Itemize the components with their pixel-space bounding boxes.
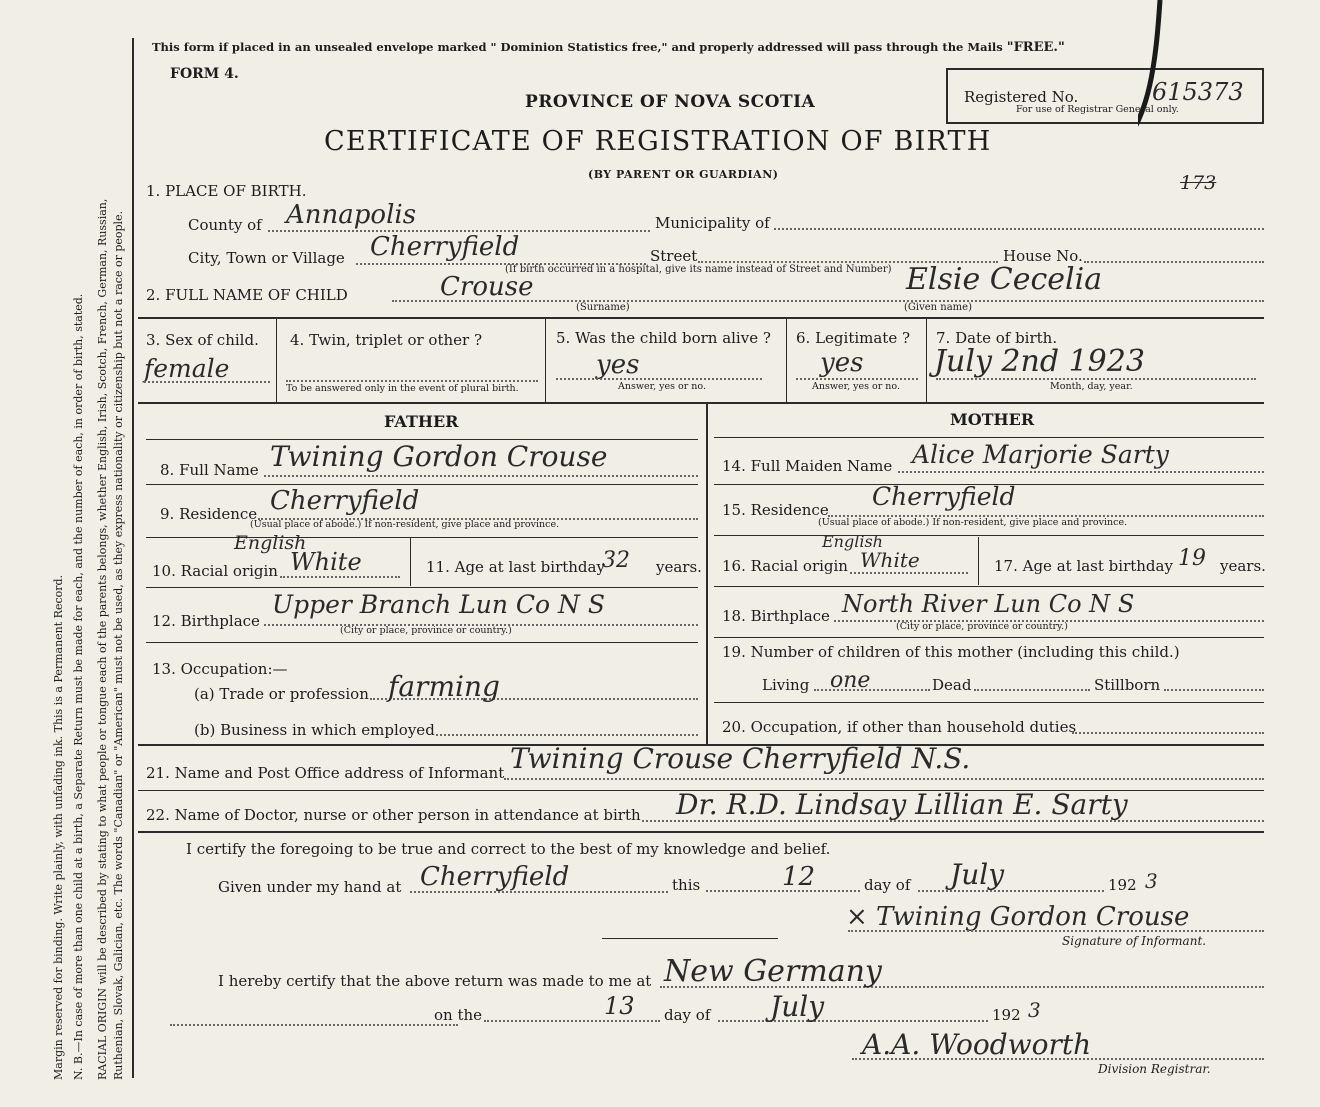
informant-value: Twining Crouse Cherryfield N.S. — [510, 742, 971, 775]
mother-name-line — [898, 471, 1264, 473]
father-birthplace-rule — [146, 642, 698, 643]
legitimate-label: 6. Legitimate ? — [796, 329, 911, 347]
mother-occupation-line — [1072, 732, 1264, 734]
row-3-7-divider-2 — [545, 319, 546, 403]
father-residence-note: (Usual place of abode.) If non-resident, give place and province. — [250, 519, 560, 530]
father-age-unit: years. — [656, 558, 702, 576]
father-birthplace-note: (City or place, province or country.) — [340, 625, 512, 636]
twin-label: 4. Twin, triplet or other ? — [290, 331, 482, 349]
dob-label: 7. Date of birth. — [936, 329, 1058, 347]
registrar-caption: Division Registrar. — [1098, 1062, 1211, 1076]
father-racial-above: English — [234, 532, 307, 554]
father-heading: FATHER — [384, 412, 459, 431]
row-3-7-divider-3 — [786, 319, 787, 403]
stillborn-line — [1164, 689, 1264, 691]
registered-number-box — [946, 68, 1264, 124]
legitimate-caption: Answer, yes or no. — [812, 381, 901, 392]
corner-mark: 173 — [1180, 172, 1217, 194]
mother-heading: MOTHER — [950, 410, 1035, 429]
father-business-line — [436, 734, 698, 736]
registrar-on-the-label: on the — [434, 1006, 483, 1024]
registrar-signature: A.A. Woodworth — [862, 1028, 1092, 1061]
given-under-label: Given under my hand at — [218, 878, 402, 896]
row-3-7-top-border — [138, 317, 1264, 319]
county-value: Annapolis — [286, 200, 417, 230]
mother-heading-rule — [714, 437, 1264, 438]
city-value: Cherryfield — [370, 232, 520, 262]
father-name-label: 8. Full Name — [160, 461, 259, 479]
center-divider-rule — [602, 938, 778, 939]
father-racial-value: White — [290, 548, 362, 576]
house-label: House No. — [1003, 247, 1083, 265]
house-line — [1084, 261, 1264, 263]
given-month-line — [918, 890, 1104, 892]
municipality-line — [774, 228, 1264, 230]
father-residence-value: Cherryfield — [270, 486, 420, 516]
row-3-7-divider-4 — [926, 319, 927, 403]
father-racial-divider — [410, 538, 411, 586]
sex-value: female — [144, 354, 230, 383]
registrar-year-value: 3 — [1028, 998, 1041, 1022]
registrar-day-line — [484, 1020, 660, 1022]
dob-caption: Month, day, year. — [1050, 381, 1133, 392]
father-name-line — [264, 475, 698, 477]
dead-line — [974, 689, 1090, 691]
informant-signature-caption: Signature of Informant. — [1062, 934, 1207, 948]
dead-label: Dead — [932, 676, 972, 694]
given-place-value: Cherryfield — [420, 862, 570, 892]
registrar-year-prefix: 192 — [992, 1006, 1021, 1024]
father-racial-label: 10. Racial origin — [152, 562, 278, 580]
twin-note: To be answered only in the event of plural birth. — [286, 383, 519, 394]
father-trade-label: (a) Trade or profession — [194, 685, 369, 703]
child-name-label: 2. FULL NAME OF CHILD — [146, 286, 348, 304]
father-racial-line — [280, 576, 400, 578]
registrar-note: For use of Registrar General only. — [1016, 104, 1179, 115]
mother-racial-label: 16. Racial origin — [722, 557, 848, 575]
mother-residence-note: (Usual place of abode.) If non-resident, give place and province. — [818, 517, 1128, 528]
father-residence-rule — [146, 537, 698, 538]
given-this-label: this — [672, 876, 701, 894]
mother-children-rule — [714, 702, 1264, 703]
mother-birthplace-label: 18. Birthplace — [722, 607, 830, 625]
city-label: City, Town or Village — [188, 249, 345, 267]
father-age-value: 32 — [602, 548, 630, 573]
father-residence-label: 9. Residence — [160, 505, 258, 523]
given-day-of-label: day of — [864, 876, 911, 894]
mother-age-label: 17. Age at last birthday — [994, 557, 1173, 575]
mother-children-label: 19. Number of children of this mother (including this child.) — [722, 643, 1180, 661]
legitimate-line — [796, 378, 918, 380]
doctor-rule — [138, 831, 1264, 833]
father-age-label: 11. Age at last birthday — [426, 558, 605, 576]
alive-label: 5. Was the child born alive ? — [556, 329, 771, 347]
dob-value: July 2nd 1923 — [934, 344, 1145, 379]
legitimate-value: yes — [820, 348, 864, 378]
informant-line — [504, 778, 1264, 780]
mother-name-value: Alice Marjorie Sarty — [912, 440, 1169, 469]
child-surname-value: Crouse — [440, 272, 534, 302]
mother-racial-above: English — [822, 532, 883, 551]
mother-residence-value: Cherryfield — [872, 482, 1016, 511]
registered-label: Registered No. — [964, 88, 1079, 106]
living-label: Living — [762, 676, 810, 694]
informant-signature-line — [848, 930, 1264, 932]
dob-line — [936, 378, 1256, 380]
father-trade-value: farming — [388, 670, 500, 703]
municipality-label: Municipality of — [655, 214, 770, 232]
given-year-value: 3 — [1145, 869, 1158, 893]
margin-note-racial-origin-2: Ruthenian, Slovak, Galician, etc. The words "Canadian" or "American" must not be used, as they express nationality or citizenship but not a race or people. — [112, 210, 125, 1080]
doctor-label: 22. Name of Doctor, nurse or other person in attendance at birth — [146, 806, 641, 824]
mother-racial-value: White — [860, 548, 920, 572]
alive-value: yes — [596, 350, 640, 380]
father-birthplace-value: Upper Branch Lun Co N S — [272, 590, 605, 619]
registrar-signature-line — [852, 1058, 1264, 1060]
margin-note-binding: Margin reserved for binding. Write plainly, with unfading ink. This is a Permanent Record. — [52, 574, 65, 1080]
parents-center-divider — [706, 404, 708, 744]
mother-racial-rule — [714, 586, 1264, 587]
father-birthplace-label: 12. Birthplace — [152, 612, 260, 630]
informant-label: 21. Name and Post Office address of Informant — [146, 764, 505, 782]
registrar-statement: I hereby certify that the above return was made to me at — [218, 972, 652, 990]
given-day-value: 12 — [782, 862, 816, 892]
stillborn-label: Stillborn — [1094, 676, 1161, 694]
mail-notice — [152, 40, 1065, 55]
given-caption: (Given name) — [904, 302, 972, 313]
mother-occupation-label: 20. Occupation, if other than household duties — [722, 718, 1077, 736]
registrar-place-value: New Germany — [664, 954, 882, 989]
surname-caption: (Surname) — [576, 302, 630, 313]
row-3-7-divider-1 — [276, 319, 277, 403]
doctor-value: Dr. R.D. Lindsay Lillian E. Sarty — [676, 788, 1128, 821]
place-of-birth-heading: 1. PLACE OF BIRTH. — [146, 182, 307, 200]
hospital-note: (If birth occurred in a hospital, give its name instead of Street and Number) — [505, 264, 892, 275]
mail-notice-text: This form if placed in an unsealed envelope marked " Dominion Statistics free," and properly addressed will pass through the Mails — [152, 40, 1003, 54]
mother-residence-rule — [714, 535, 1264, 536]
mail-notice-free: "FREE." — [1006, 40, 1065, 55]
alive-caption: Answer, yes or no. — [618, 381, 707, 392]
certify-statement: I certify the foregoing to be true and correct to the best of my knowledge and belief. — [186, 840, 831, 858]
margin-border-line — [132, 38, 134, 1078]
street-label: Street — [650, 247, 698, 265]
registrar-month-line — [718, 1020, 988, 1022]
margin-note-multiple-births: N. B.—In case of more than one child at a birth, a Separate Return must be made for each, and the number of each, in order of birth, stated. — [72, 293, 85, 1080]
mother-birthplace-rule — [714, 637, 1264, 638]
certificate-subtitle: (BY PARENT OR GUARDIAN) — [588, 168, 779, 181]
child-given-value: Elsie Cecelia — [906, 262, 1103, 297]
sex-line — [144, 381, 270, 383]
twin-line — [286, 380, 538, 382]
certificate-title: CERTIFICATE OF REGISTRATION OF BIRTH — [324, 126, 992, 157]
sex-label: 3. Sex of child. — [146, 331, 259, 349]
father-business-label: (b) Business in which employed — [194, 721, 435, 739]
father-name-value: Twining Gordon Crouse — [270, 440, 608, 473]
father-name-rule — [146, 484, 698, 485]
mother-racial-line — [850, 572, 968, 574]
row-3-7-bottom-border — [138, 402, 1264, 404]
mother-age-unit: years. — [1220, 557, 1266, 575]
mother-birthplace-value: North River Lun Co N S — [842, 590, 1135, 618]
county-label: County of — [188, 216, 262, 234]
living-value: one — [830, 668, 871, 693]
registrar-day-value: 13 — [604, 992, 635, 1020]
registrar-pen-stroke — [1138, 0, 1168, 150]
registrar-month-value: July — [770, 990, 825, 1023]
alive-line — [556, 378, 762, 380]
given-year-prefix: 192 — [1108, 876, 1137, 894]
mother-residence-label: 15. Residence — [722, 501, 829, 519]
form-number: FORM 4. — [170, 66, 239, 82]
registrar-on-line — [170, 1024, 458, 1026]
registered-value: 615373 — [1152, 78, 1244, 106]
informant-signature: × Twining Gordon Crouse — [846, 902, 1190, 932]
mother-racial-divider — [978, 537, 979, 585]
registrar-day-of-label: day of — [664, 1006, 711, 1024]
margin-note-racial-origin-1: RACIAL ORIGIN will be described by stating to what people or tongue each of the parents belongs, whether English, Irish, Scotch, French, German, Russian, — [96, 198, 109, 1080]
father-racial-rule — [146, 587, 698, 588]
father-occupation-label: 13. Occupation:— — [152, 660, 288, 678]
mother-age-value: 19 — [1178, 546, 1206, 571]
mother-birthplace-note: (City or place, province or country.) — [896, 621, 1068, 632]
province-heading: PROVINCE OF NOVA SCOTIA — [525, 92, 816, 112]
given-month-value: July — [950, 858, 1005, 891]
mother-name-label: 14. Full Maiden Name — [722, 457, 893, 475]
